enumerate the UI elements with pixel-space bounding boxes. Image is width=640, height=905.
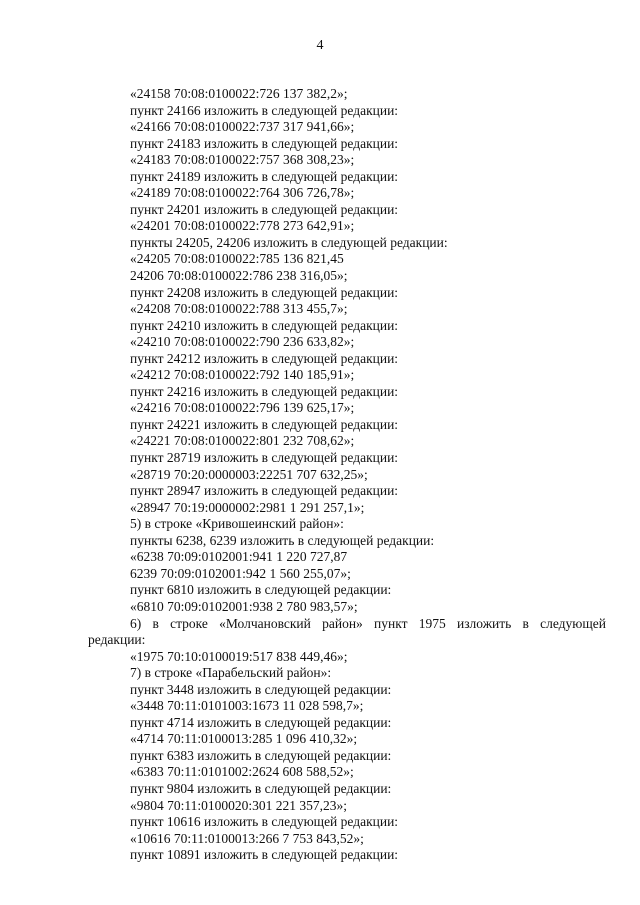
- text-line: «4714 70:11:0100013:285 1 096 410,32»;: [130, 731, 358, 747]
- text-line: пункт 24212 изложить в следующей редакции:: [130, 350, 399, 366]
- text-line: «24221 70:08:0100022:801 232 708,62»;: [130, 433, 355, 449]
- text-line: пункт 24201 изложить в следующей редакции:: [130, 201, 399, 217]
- text-line: 5) в строке «Кривошеинский район»:: [130, 516, 344, 532]
- text-line: «6383 70:11:0101002:2624 608 588,52»;: [130, 764, 354, 780]
- text-line: 6) в строке «Молчановский район» пункт 1975 изложить в следующей: [130, 615, 606, 631]
- text-line: редакции:: [88, 632, 146, 648]
- text-line: «24158 70:08:0100022:726 137 382,2»;: [130, 86, 348, 101]
- text-line: пункт 24221 изложить в следующей редакции:: [130, 416, 399, 432]
- text-line: пункты 24205, 24206 изложить в следующей редакции:: [130, 234, 448, 250]
- text-line: пункты 6238, 6239 изложить в следующей редакции:: [130, 532, 435, 548]
- text-line: пункт 3448 изложить в следующей редакции:: [130, 681, 392, 697]
- text-line: пункт 28719 изложить в следующей редакции:: [130, 450, 399, 466]
- text-line: «9804 70:11:0100020:301 221 357,23»;: [130, 797, 348, 813]
- text-line: 6239 70:09:0102001:942 1 560 255,07»;: [130, 565, 351, 581]
- text-line: пункт 6810 изложить в следующей редакции:: [130, 582, 392, 598]
- text-line: пункт 24208 изложить в следующей редакции:: [130, 284, 399, 300]
- text-line: «24205 70:08:0100022:785 136 821,45: [130, 251, 344, 267]
- text-line: пункт 6383 изложить в следующей редакции:: [130, 747, 392, 763]
- text-line: «6238 70:09:0102001:941 1 220 727,87: [130, 549, 348, 565]
- text-line: «1975 70:10:0100019:517 838 449,46»;: [130, 648, 348, 664]
- text-line: 7) в строке «Парабельский район»:: [130, 665, 332, 681]
- text-line: «3448 70:11:0101003:1673 11 028 598,7»;: [130, 698, 364, 714]
- text-line: пункт 24216 изложить в следующей редакции:: [130, 383, 399, 399]
- text-line: пункт 4714 изложить в следующей редакции:: [130, 714, 392, 730]
- document-body: [88, 86, 606, 864]
- text-line: пункт 24210 изложить в следующей редакции:: [130, 317, 399, 333]
- text-line: «28947 70:19:0000002:2981 1 291 257,1»;: [130, 499, 365, 515]
- text-line: «24212 70:08:0100022:792 140 185,91»;: [130, 367, 355, 383]
- text-line: «28719 70:20:0000003:22251 707 632,25»;: [130, 466, 368, 482]
- text-line: пункт 10616 изложить в следующей редакции:: [130, 814, 399, 830]
- text-line: пункт 24189 изложить в следующей редакции:: [130, 168, 399, 184]
- text-line: «24166 70:08:0100022:737 317 941,66»;: [130, 119, 355, 135]
- text-line: «6810 70:09:0102001:938 2 780 983,57»;: [130, 598, 358, 614]
- text-line: «24201 70:08:0100022:778 273 642,91»;: [130, 218, 355, 234]
- text-line: «24216 70:08:0100022:796 139 625,17»;: [130, 400, 355, 416]
- text-line: «24210 70:08:0100022:790 236 633,82»;: [130, 334, 355, 350]
- text-line: пункт 28947 изложить в следующей редакции:: [130, 483, 399, 499]
- text-line: 24206 70:08:0100022:786 238 316,05»;: [130, 268, 348, 284]
- text-line: «24189 70:08:0100022:764 306 726,78»;: [130, 185, 355, 201]
- text-line: пункт 24183 изложить в следующей редакции:: [130, 135, 399, 151]
- page-number: 4: [316, 38, 324, 53]
- text-line: «24208 70:08:0100022:788 313 455,7»;: [130, 301, 348, 317]
- text-line: пункт 9804 изложить в следующей редакции:: [130, 780, 392, 796]
- text-line: «24183 70:08:0100022:757 368 308,23»;: [130, 152, 355, 168]
- text-line: «10616 70:11:0100013:266 7 753 843,52»;: [130, 830, 364, 846]
- text-line: пункт 24166 изложить в следующей редакции:: [130, 102, 399, 118]
- text-line: пункт 10891 изложить в следующей редакции:: [130, 847, 399, 863]
